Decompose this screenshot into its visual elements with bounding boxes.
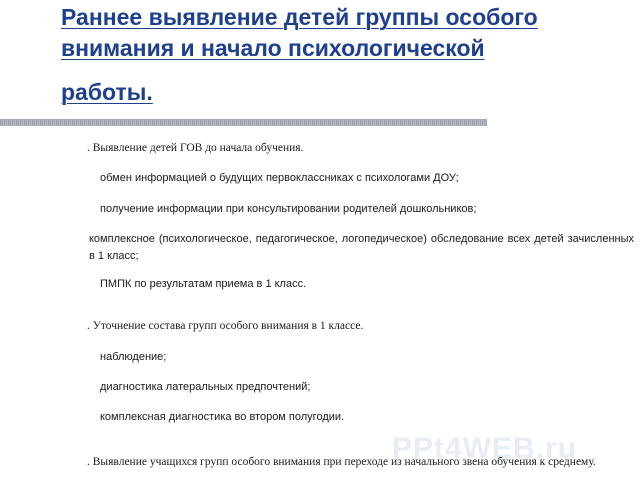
section-heading-1: . Выявление детей ГОВ до начала обучения. bbox=[87, 142, 304, 154]
section-heading-3: . Выявление учащихся групп особого внимания при переходе из начального звена обучения к среднему. bbox=[87, 456, 596, 468]
list-item: комплексное (психологическое, педагогическое, логопедическое) обследование всех детей зачисленных в 1 класс; bbox=[89, 233, 634, 262]
list-item: ПМПК по результатам приема в 1 класс. bbox=[100, 278, 307, 290]
watermark: PPt4WEB.ru bbox=[392, 432, 578, 465]
title-line-3: работы. bbox=[61, 79, 153, 105]
list-item: комплексная диагностика во втором полугодии. bbox=[100, 411, 345, 423]
title-line-1: Раннее выявление детей группы особого bbox=[61, 4, 538, 30]
list-item: диагностика латеральных предпочтений; bbox=[100, 381, 311, 393]
list-item: получение информации при консультировании родителей дошкольников; bbox=[100, 203, 477, 215]
list-item: наблюдение; bbox=[100, 351, 167, 363]
section-heading-2: . Уточнение состава групп особого внимания в 1 классе. bbox=[87, 320, 364, 332]
list-item: обмен информацией о будущих первоклассниках с психологами ДОУ; bbox=[100, 172, 459, 184]
title-line-2: внимания и начало психологической bbox=[61, 35, 485, 61]
